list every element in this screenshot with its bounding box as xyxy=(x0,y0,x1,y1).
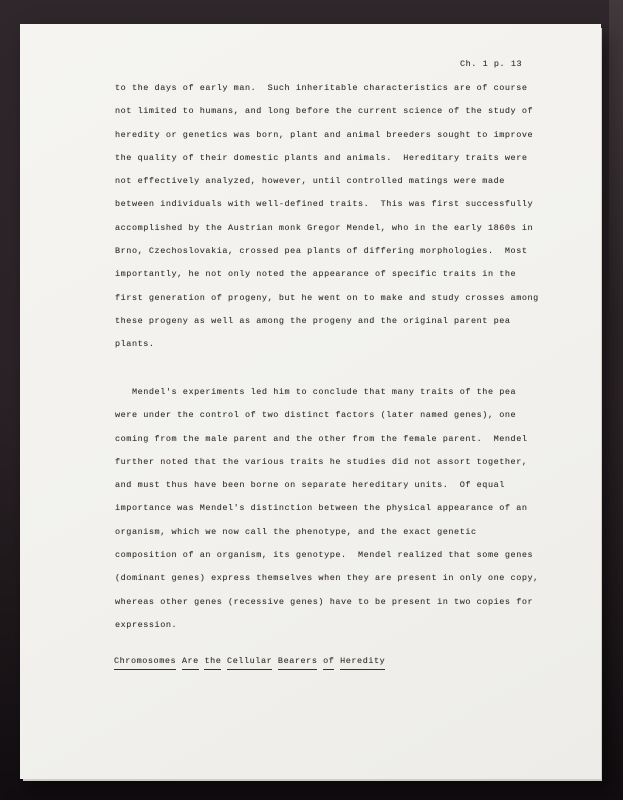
text-line: to the days of early man. Such inheritable characteristics are of course xyxy=(115,83,528,93)
paragraph-1 xyxy=(115,77,539,357)
text-line: between individuals with well-defined traits. This was first successfully xyxy=(115,199,534,210)
text-line: importance was Mendel's distinction between the physical appearance of an xyxy=(115,503,528,514)
text-line: these progeny as well as among the progeny and the original parent pea xyxy=(115,315,511,326)
text-line: (dominant genes) express themselves when they are present in only one copy, xyxy=(115,573,539,584)
text-line: Mendel's experiments led him to conclude that many traits of the pea xyxy=(115,387,517,397)
text-line: importantly, he not only noted the appearance of specific traits in the xyxy=(115,269,517,280)
document-page xyxy=(20,24,601,779)
text-line: whereas other genes (recessive genes) have to be present in two copies for xyxy=(115,596,534,607)
heading-word: Are xyxy=(182,654,199,670)
text-line: and must thus have been borne on separate hereditary units. Of equal xyxy=(115,480,505,491)
text-line: composition of an organism, its genotype. Mendel realized that some genes xyxy=(115,550,534,561)
text-line: Brno, Czechoslovakia, crossed pea plants of differing morphologies. Most xyxy=(115,246,528,257)
text-line: plants. xyxy=(115,339,155,350)
text-line: heredity or genetics was born, plant and animal breeders sought to improve xyxy=(115,129,534,140)
section-heading xyxy=(114,650,385,673)
text-line: the quality of their domestic plants and animals. Hereditary traits were xyxy=(115,152,528,163)
text-line: not limited to humans, and long before the current science of the study of xyxy=(115,106,534,117)
text-line: were under the control of two distinct factors (later named genes), one xyxy=(115,410,517,421)
text-line: accomplished by the Austrian monk Gregor Mendel, who in the early 1860s in xyxy=(115,222,534,233)
heading-word: Chromosomes xyxy=(114,654,176,670)
heading-word: Cellular xyxy=(227,654,272,670)
text-line: not effectively analyzed, however, until controlled matings were made xyxy=(115,176,505,187)
heading-word: Heredity xyxy=(340,654,385,670)
text-line: further noted that the various traits he studies did not assort together, xyxy=(115,456,528,467)
heading-word: Bearers xyxy=(278,654,318,670)
paragraph-2 xyxy=(115,381,539,637)
text-line: first generation of progeny, but he went on to make and study crosses among xyxy=(115,292,539,303)
heading-word: the xyxy=(204,654,221,670)
text-line: organism, which we now call the phenotype, and the exact genetic xyxy=(115,526,477,537)
heading-word: of xyxy=(323,654,334,670)
chapter-page-header: Ch. 1 p. 13 xyxy=(460,59,523,69)
text-line: expression. xyxy=(115,619,178,630)
text-line: coming from the male parent and the other from the female parent. Mendel xyxy=(115,433,528,444)
